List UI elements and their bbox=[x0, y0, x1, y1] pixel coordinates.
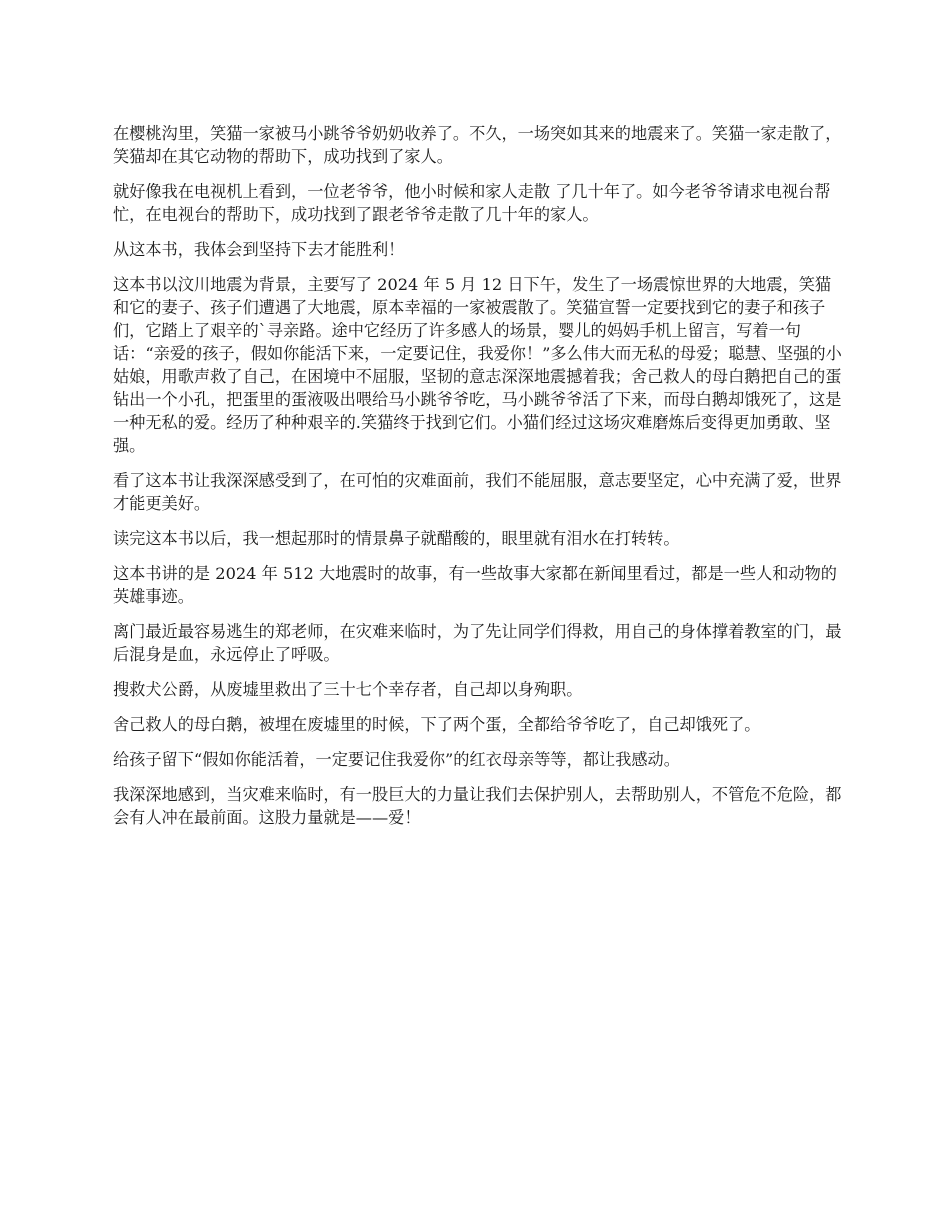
paragraph: 搜救犬公爵，从废墟里救出了三十七个幸存者，自己却以身殉职。 bbox=[113, 680, 583, 699]
paragraph: 就好像我在电视机上看到，一位老爷爷，他小时候和家人走散 了几十年了。如今老爷爷请求电视台帮忙，在电视台的帮助下，成功找到了跟老爷爷走散了几十年的家人。 bbox=[113, 182, 831, 224]
document-body bbox=[113, 122, 843, 841]
paragraph: 从这本书，我体会到坚持下去才能胜利！ bbox=[113, 240, 405, 259]
paragraph: 给孩子留下“假如你能活着，一定要记住我爱你”的红衣母亲等等，都让我感动。 bbox=[113, 750, 680, 769]
paragraph: 在樱桃沟里，笑猫一家被马小跳爷爷奶奶收养了。不久，一场突如其来的地震来了。笑猫一家走散了，笑猫却在其它动物的帮助下，成功找到了家人。 bbox=[113, 124, 842, 166]
paragraph: 读完这本书以后，我一想起那时的情景鼻子就醋酸的，眼里就有泪水在打转转。 bbox=[113, 529, 680, 548]
paragraph: 我深深地感到，当灾难来临时，有一股巨大的力量让我们去保护别人，去帮助别人，不管危不危险，都会有人冲在最前面。这股力量就是——爱！ bbox=[113, 785, 842, 827]
paragraph: 离门最近最容易逃生的郑老师，在灾难来临时，为了先让同学们得救，用自己的身体撑着教室的门，最后混身是血，永远停止了呼吸。 bbox=[113, 622, 842, 664]
paragraph: 舍己救人的母白鹅，被埋在废墟里的时候，下了两个蛋，全都给爷爷吃了，自己却饿死了。 bbox=[113, 715, 761, 734]
paragraph: 这本书讲的是 2024 年 512 大地震时的故事，有一些故事大家都在新闻里看过，都是一些人和动物的英雄事迹。 bbox=[113, 564, 837, 606]
paragraph: 看了这本书让我深深感受到了，在可怕的灾难面前，我们不能屈服，意志要坚定，心中充满了爱，世界才能更美好。 bbox=[113, 471, 842, 513]
paragraph: 这本书以汶川地震为背景，主要写了 2024 年 5 月 12 日下午，发生了一场震惊世界的大地震，笑猫和它的妻子、孩子们遭遇了大地震，原本幸福的一家被震散了。笑猫宣誓一定要找到它的妻子和孩子们，它踏上了艰辛的`寻亲路。途中它经历了许多感人的场景，婴儿的妈妈手机上留言，写着一句话：“亲爱的孩子，假如你能活下来，一定要记住，我爱你！”多么伟大而无私的母爱；聪慧、坚强的小姑娘，用歌声救了自己，在困境中不屈服，坚韧的意志深深地震撼着我；舍己救人的母白鹅把自己的蛋钻出一个小孔，把蛋里的蛋液吸出喂给马小跳爷爷吃，马小跳爷爷活了下来，而母白鹅却饿死了，这是一种无私的爱。经历了种种艰辛的.笑猫终于找到它们。小猫们经过这场灾难磨炼后变得更加勇敢、坚强。 bbox=[113, 275, 842, 455]
